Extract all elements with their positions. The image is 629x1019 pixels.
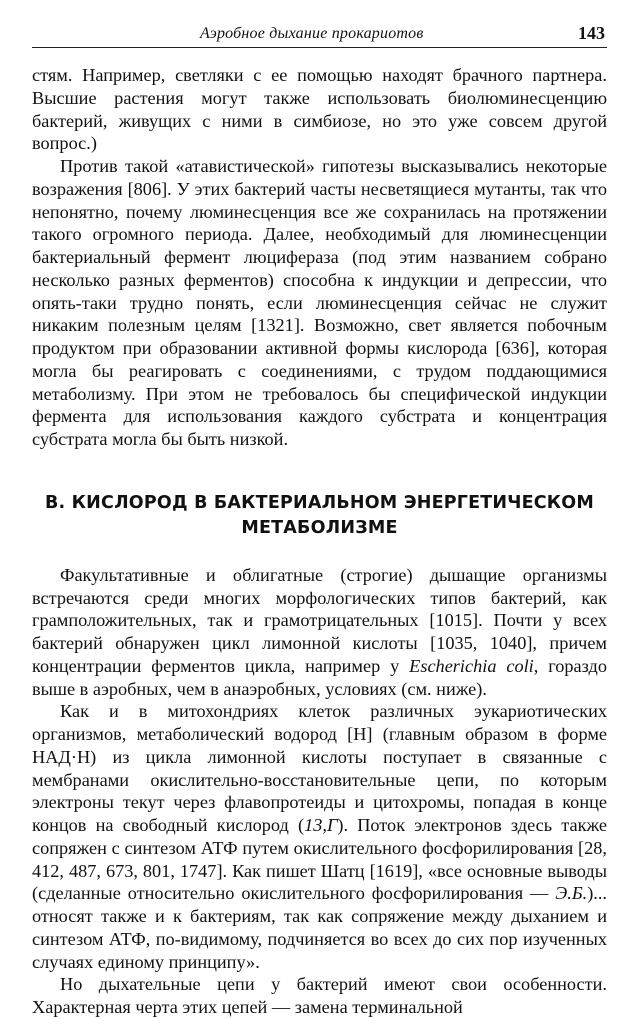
paragraph-mitochondria-comparison — [32, 700, 607, 973]
paragraph-4-text-c: )... относят также и к бактериям, так как сопряжение между дыханием и синтезом АТФ, по-видимому, подчиняется во всех до сих пор изученных случаях единому принципу». — [32, 883, 607, 972]
paragraph-4-text-b: ). Поток электронов здесь также сопряжен с синтезом АТФ путем окислительного фосфорилирования [28, 412, 487, 673, 801, 1747]. Как пишет Шатц [1619], «все основные выводы (сделанные относительно окислительного фосфорилирования — — [32, 815, 607, 904]
section-heading-line-1: В. КИСЛОРОД В БАКТЕРИАЛЬНОМ ЭНЕРГЕТИЧЕСКОМ — [45, 492, 594, 513]
paragraph-4-text-a: Как и в митохондриях клеток различных эукариотических организмов, метаболический водород [Н] (главным образом в форме НАД·Н) из цикла лимонной кислоты поступает в связанные с мембранами окислительно-восстановительные цепи, по которым электроны текут через флавопротеиды и цитохромы, попадая в конце концов на свободный кислород ( — [32, 701, 607, 835]
page-number: 143 — [578, 23, 605, 43]
paragraph-respiratory-chains: Но дыхательные цепи у бактерий имеют свои особенности. Характерная черта этих цепей — замена терминальной — [32, 974, 607, 1017]
paragraph-continued: стям. Например, светляки с ее помощью находят брачного партнера. Высшие растения могут также использовать биолюминесценцию бактерий, живущих с ними в симбиозе, но это уже совсем другой вопрос.) — [32, 65, 607, 154]
paragraph-3-text-b: , гораздо выше в аэробных, чем в анаэробных, условиях (см. ниже). — [32, 655, 607, 699]
section-heading-line-2: МЕТАБОЛИЗМЕ — [241, 517, 398, 538]
paragraph-3-text-a: Факультативные и облигатные (строгие) дышащие организмы встречаются среди многих морфологических типов бактерий, как грамположительных, так и грамотрицательных [1015]. Почти у всех бактерий обнаружен цикл лимонной кислоты [1035, 1040], причем концентрации ферментов цикла, например у — [32, 564, 607, 676]
running-header — [32, 22, 607, 46]
section-heading — [32, 491, 607, 541]
header-rule — [32, 47, 607, 48]
paragraph-atavistic-hypothesis: Против такой «атавистической» гипотезы высказывались некоторые возражения [806]. У этих бактерий часты несветящиеся мутанты, так что непонятно, почему люминесценция все же сохранилась на протяжении такого огромного периода. Далее, необходимый для люминесценции бактериальный фермент люцифераза (под этим названием собрано несколько разных ферментов) способна к индукции и депрессии, что опять-таки трудно понять, если люминесценция сейчас не служит никаким полезным целям [1321]. Возможно, свет является побочным продуктом при образовании активной формы кислорода [636], которая могла бы реагировать с соединениями, с трудом поддающимися метаболизму. При этом не требовалось бы специфической индукции фермента для использования каждого субстрата и концентрация субстрата могла бы быть низкой. — [32, 156, 607, 449]
paragraph-respiring-organisms — [32, 564, 607, 701]
translator-initials: Э.Б. — [555, 883, 588, 904]
figure-reference: 13,Г — [304, 815, 338, 835]
page-body — [32, 64, 607, 1019]
running-title: Аэробное дыхание прокариотов — [200, 25, 424, 42]
species-name: Escherichia coli — [409, 655, 534, 676]
